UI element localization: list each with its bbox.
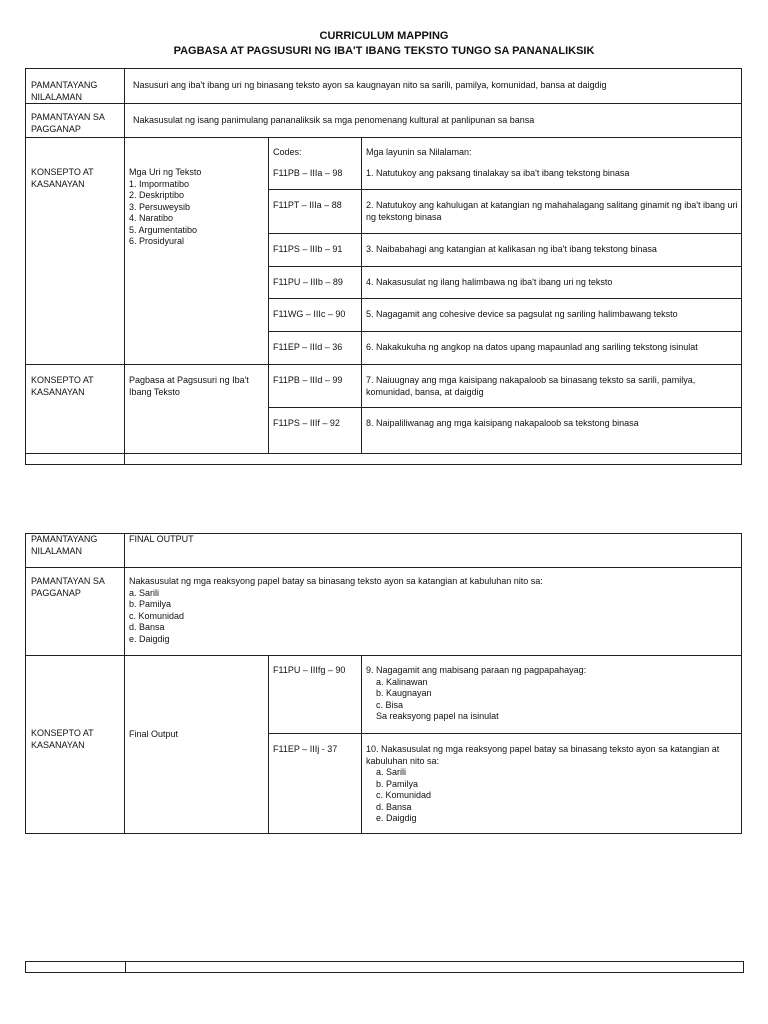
objective-block — [366, 744, 738, 825]
list-item: c. Bisa — [376, 699, 404, 710]
pagganap-block — [129, 576, 543, 645]
topic-item: 5. Argumentatibo — [129, 224, 198, 235]
topic-item: 3. Persuweysib — [129, 201, 191, 212]
code-cell: F11EP – IIIj - 37 — [273, 744, 338, 754]
pamantayang-nilalaman-label: PAMANTAYANG NILALAMAN — [31, 534, 98, 556]
pamantayan-sa-pagganap-label: PAMANTAYAN SA PAGGANAP — [31, 112, 105, 134]
code-cell: F11PU – IIIfg – 90 — [273, 665, 346, 675]
objective-cell: 2. Natutukoy ang kahulugan at katangian ng mahahalagang salitang ginamit ng iba't ibang uri ng tekstong binasa — [366, 200, 738, 222]
objective-cell: 7. Naiuugnay ang mga kaisipang nakapaloob sa binasang teksto sa sarili, pamilya, komunidad, bansa, at daigdig — [366, 375, 696, 397]
list-item: d. Bansa — [129, 622, 165, 632]
objective-cell: 1. Natutukoy ang paksang tinalakay sa iba't ibang tekstong binasa — [366, 168, 630, 178]
pamantayan-sa-pagganap-text: Nakasusulat ng isang panimulang pananaliksik sa mga penomenang kultural at panlipunan sa bansa — [133, 115, 535, 125]
topic-block — [129, 167, 201, 248]
topic-item: 4. Naratibo — [129, 213, 174, 223]
list-item: c. Komunidad — [376, 790, 432, 800]
objective-cell: 3. Naibabahagi ang katangian at kalikasan ng iba't ibang tekstong binasa — [366, 244, 657, 254]
objective-cell: 5. Nagagamit ang cohesive device sa pagsulat ng sariling halimbawang teksto — [366, 309, 678, 319]
list-item: b. Pamilya — [376, 778, 419, 789]
list-item: a. Sarili — [129, 587, 160, 598]
objective-block — [366, 665, 586, 723]
pamantayan-sa-pagganap-label: PAMANTAYAN SA PAGGANAP — [31, 576, 105, 598]
list-item: a. Sarili — [376, 767, 407, 777]
topic-title: Final Output — [129, 729, 179, 739]
objective-cell: 6. Nakakukuha ng angkop na datos upang mapaunlad ang sariling tekstong isinulat — [366, 342, 698, 352]
topic-title: Pagbasa at Pagsusuri ng Iba't Ibang Teksto — [129, 375, 249, 397]
pamantayang-nilalaman-label: PAMANTAYANG NILALAMAN — [31, 80, 98, 102]
code-cell: F11PB – IIId – 99 — [273, 375, 343, 385]
topic-item: 1. Impormatibo — [129, 178, 190, 189]
list-item: b. Kaugnayan — [376, 688, 432, 698]
document-subtitle: PAGBASA AT PAGSUSURI NG IBA'T IBANG TEKSTO TUNGO SA PANANALIKSIK — [173, 45, 595, 57]
objective-cell: 4. Nakasusulat ng ilang halimbawa ng iba't ibang uri ng teksto — [366, 277, 613, 287]
code-cell: F11PS – IIIb – 91 — [273, 244, 343, 254]
topic-title: Mga Uri ng Teksto — [129, 167, 202, 177]
list-item: d. Bansa — [376, 801, 412, 812]
konsepto-label: KONSEPTO AT KASANAYAN — [31, 375, 94, 397]
final-output-text: FINAL OUTPUT — [129, 534, 194, 544]
code-cell: F11PS – IIIf – 92 — [273, 418, 340, 428]
code-cell: F11EP – IIId – 36 — [273, 342, 343, 352]
objective-intro: 10. Nakasusulat ng mga reaksyong papel batay sa binasang teksto ayon sa katangian at kabuluhan nito sa: — [366, 744, 720, 766]
code-cell: F11PU – IIIb – 89 — [273, 277, 343, 287]
list-item: b. Pamilya — [129, 599, 172, 609]
topic-item: 2. Deskriptibo — [129, 190, 185, 200]
list-item: c. Komunidad — [129, 610, 185, 621]
code-cell: F11PB – IIIa – 98 — [273, 168, 343, 178]
pamantayang-nilalaman-text: Nasusuri ang iba't ibang uri ng binasang teksto ayon sa kaugnayan nito sa sarili, pamilya, komunidad, bansa at daigdig — [133, 80, 607, 90]
code-cell: F11WG – IIIc – 90 — [273, 309, 346, 319]
codes-header: Codes: — [273, 147, 302, 157]
objectives-header: Mga layunin sa Nilalaman: — [366, 147, 472, 157]
list-item: e. Daigdig — [129, 633, 170, 644]
objective-intro: 9. Nagagamit ang mabisang paraan ng pagpapahayag: — [366, 665, 587, 675]
document-title: CURRICULUM MAPPING — [319, 30, 449, 42]
konsepto-label: KONSEPTO AT KASANAYAN — [31, 167, 94, 189]
konsepto-label: KONSEPTO AT KASANAYAN — [31, 728, 94, 750]
table-3 — [25, 961, 744, 973]
objective-tail: Sa reaksyong papel na isinulat — [376, 711, 499, 721]
objective-cell: 8. Naipaliliwanag ang mga kaisipang nakapaloob sa tekstong binasa — [366, 418, 639, 428]
topic-item: 6. Prosidyural — [129, 236, 185, 246]
code-cell: F11PT – IIIa – 88 — [273, 200, 342, 210]
list-item: e. Daigdig — [376, 813, 417, 823]
list-item: a. Kalinawan — [376, 676, 428, 687]
pagganap-intro: Nakasusulat ng mga reaksyong papel batay sa binasang teksto ayon sa katangian at kabuluhan nito sa: — [129, 576, 543, 586]
